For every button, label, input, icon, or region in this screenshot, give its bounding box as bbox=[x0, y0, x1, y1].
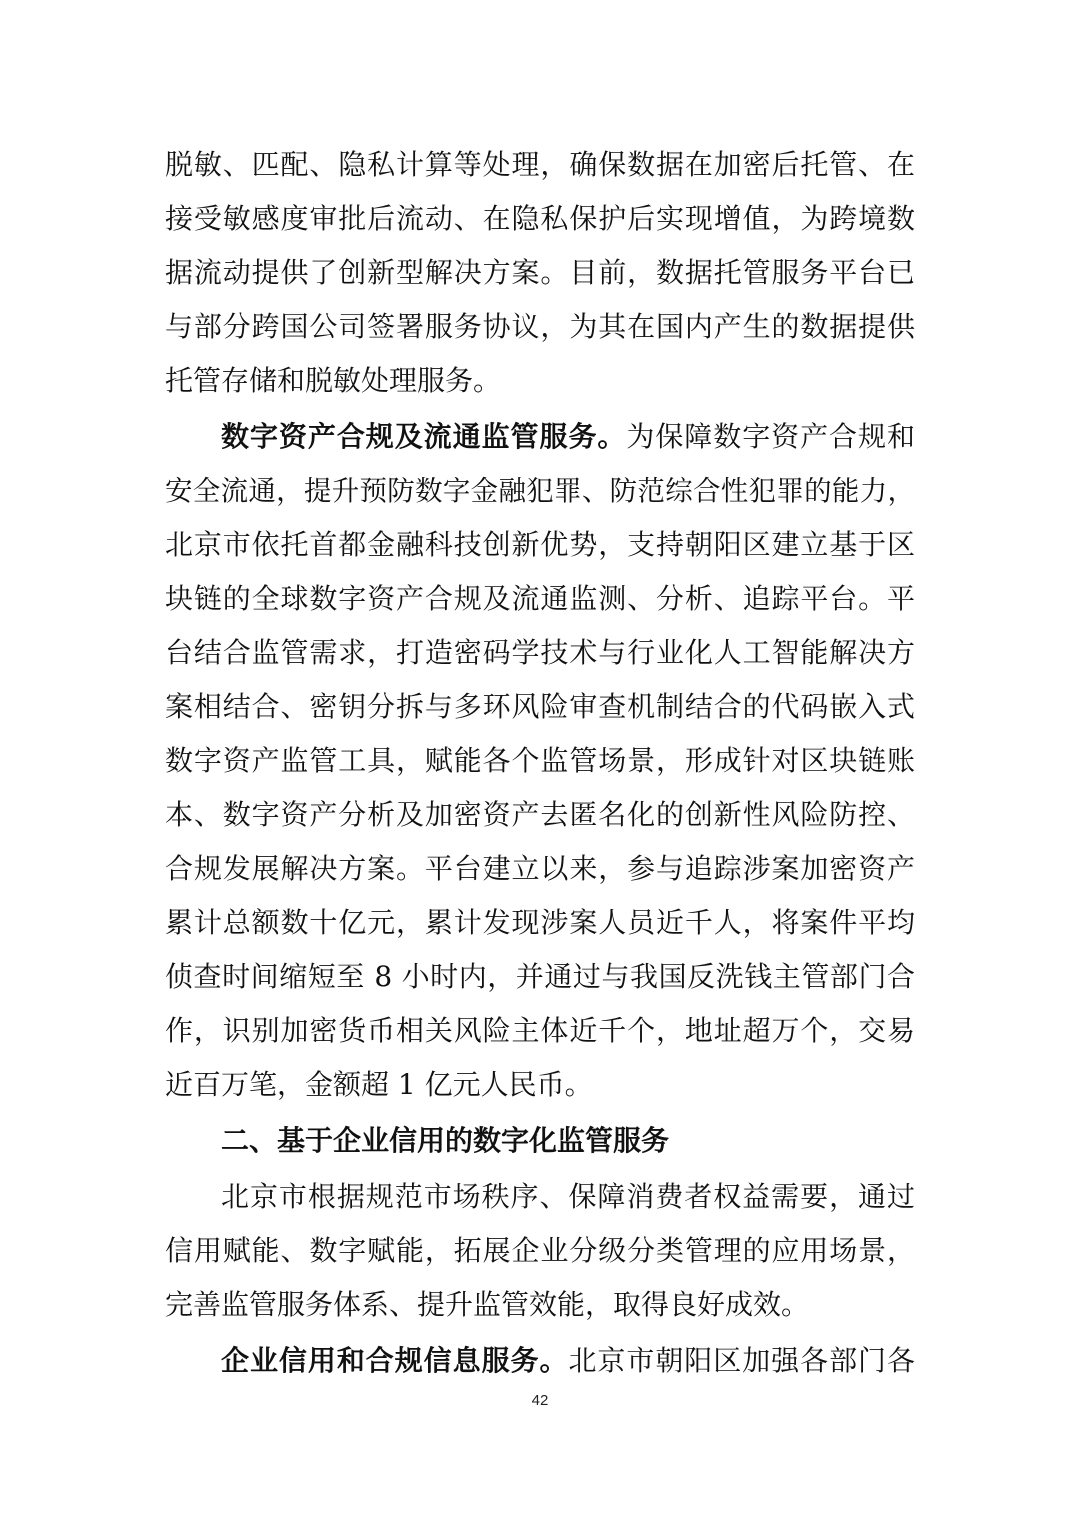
section-heading: 二、基于企业信用的数字化监管服务 bbox=[221, 1124, 670, 1157]
text-line: 与部分跨国公司签署服务协议，为其在国内产生的数据提供 bbox=[165, 310, 915, 343]
text-line: 台结合监管需求，打造密码学技术与行业化人工智能解决方 bbox=[165, 636, 915, 669]
text-line: 北京市根据规范市场秩序、保障消费者权益需要，通过 bbox=[221, 1180, 915, 1213]
paragraph-lead-line: 数字资产合规及流通监管服务。为保障数字资产合规和 bbox=[221, 420, 915, 453]
text-line: 据流动提供了创新型解决方案。目前，数据托管服务平台已 bbox=[165, 256, 915, 289]
text-line: 近百万笔，金额超 1 亿元人民币。 bbox=[165, 1068, 593, 1101]
text-line: 案相结合、密钥分拆与多环风险审查机制结合的代码嵌入式 bbox=[165, 690, 915, 723]
text-line: 北京市依托首都金融科技创新优势，支持朝阳区建立基于区 bbox=[165, 528, 915, 561]
text-line: 接受敏感度审批后流动、在隐私保护后实现增值，为跨境数 bbox=[165, 202, 915, 235]
text-line: 安全流通，提升预防数字金融犯罪、防范综合性犯罪的能力， bbox=[165, 475, 915, 507]
bold-lead: 企业信用和合规信息服务。 bbox=[221, 1344, 569, 1377]
text-line: 作，识别加密货币相关风险主体近千个，地址超万个，交易 bbox=[165, 1014, 915, 1047]
text-line: 块链的全球数字资产合规及流通监测、分析、追踪平台。平 bbox=[165, 582, 915, 615]
text-line: 侦查时间缩短至 8 小时内，并通过与我国反洗钱主管部门合 bbox=[165, 960, 915, 993]
text-line: 累计总额数十亿元，累计发现涉案人员近千人，将案件平均 bbox=[165, 906, 915, 939]
text-line: 合规发展解决方案。平台建立以来，参与追踪涉案加密资产 bbox=[165, 852, 915, 885]
text-line: 完善监管服务体系、提升监管效能，取得良好成效。 bbox=[165, 1288, 810, 1321]
page-number: 42 bbox=[531, 1392, 549, 1409]
paragraph-lead-line: 企业信用和合规信息服务。北京市朝阳区加强各部门各 bbox=[221, 1344, 915, 1377]
text-line: 托管存储和脱敏处理服务。 bbox=[165, 364, 502, 397]
text-line: 数字资产监管工具，赋能各个监管场景，形成针对区块链账 bbox=[165, 744, 915, 777]
text-line: 脱敏、匹配、隐私计算等处理，确保数据在加密后托管、在 bbox=[165, 148, 915, 181]
bold-lead: 数字资产合规及流通监管服务。 bbox=[221, 420, 627, 453]
text-line: 本、数字资产分析及加密资产去匿名化的创新性风险防控、 bbox=[165, 798, 915, 831]
text-line: 信用赋能、数字赋能，拓展企业分级分类管理的应用场景， bbox=[165, 1234, 915, 1267]
